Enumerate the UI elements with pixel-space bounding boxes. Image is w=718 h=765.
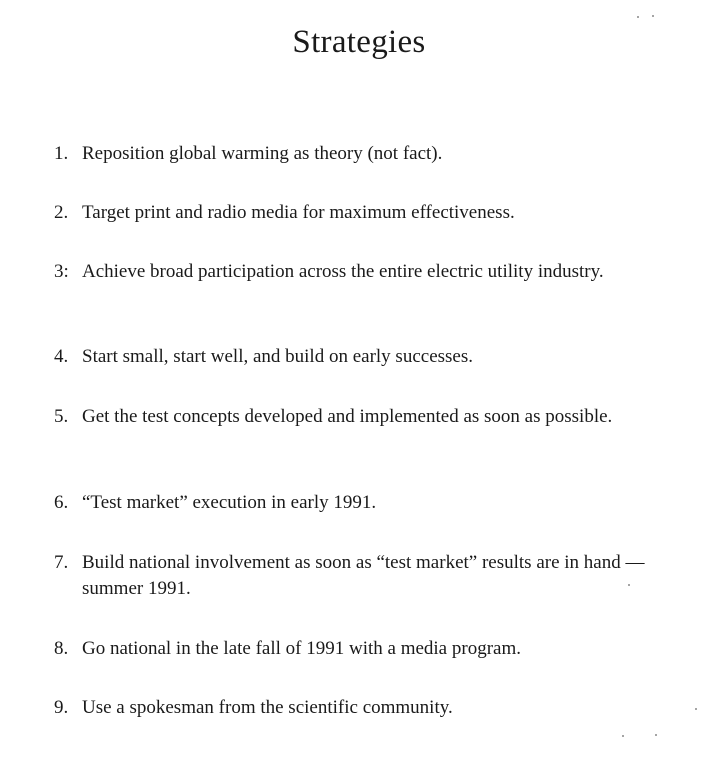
strategy-item-1 <box>54 141 654 167</box>
item-number: 5. <box>54 406 69 427</box>
strategy-item-5 <box>54 404 644 430</box>
strategy-item-3 <box>54 259 624 285</box>
strategy-item-9 <box>54 695 654 721</box>
scan-speck <box>628 584 630 586</box>
item-text: Go national in the late fall of 1991 with a media program. <box>82 638 521 659</box>
strategy-item-4 <box>54 344 654 370</box>
item-number: 9. <box>54 697 69 718</box>
item-number: 4. <box>54 346 69 367</box>
item-text: “Test market” execution in early 1991. <box>82 492 377 513</box>
strategy-item-2 <box>54 200 654 226</box>
item-text: Target print and radio media for maximum effectiveness. <box>82 202 515 223</box>
item-number: 2. <box>54 202 69 223</box>
item-number: 7. <box>54 552 69 573</box>
item-text: Start small, start well, and build on early successes. <box>82 346 473 367</box>
scan-speck <box>637 16 639 18</box>
item-text: Get the test concepts developed and implemented as soon as possible. <box>82 406 613 427</box>
scan-speck <box>695 708 697 710</box>
item-text: Use a spokesman from the scientific community. <box>82 697 453 718</box>
scan-speck <box>622 735 624 737</box>
scan-speck <box>652 15 654 17</box>
item-number: 3: <box>54 261 69 282</box>
strategy-item-8 <box>54 636 654 662</box>
item-text: Achieve broad participation across the entire electric utility industry. <box>82 261 604 282</box>
strategy-item-7 <box>54 550 664 602</box>
scan-speck <box>655 734 657 736</box>
item-text: Build national involvement as soon as “test market” results are in hand — summer 1991. <box>82 552 645 599</box>
page-title: Strategies <box>292 24 426 60</box>
item-text: Reposition global warming as theory (not fact). <box>82 143 443 164</box>
strategy-item-6 <box>54 490 654 516</box>
item-number: 6. <box>54 492 69 513</box>
item-number: 1. <box>54 143 69 164</box>
item-number: 8. <box>54 638 69 659</box>
